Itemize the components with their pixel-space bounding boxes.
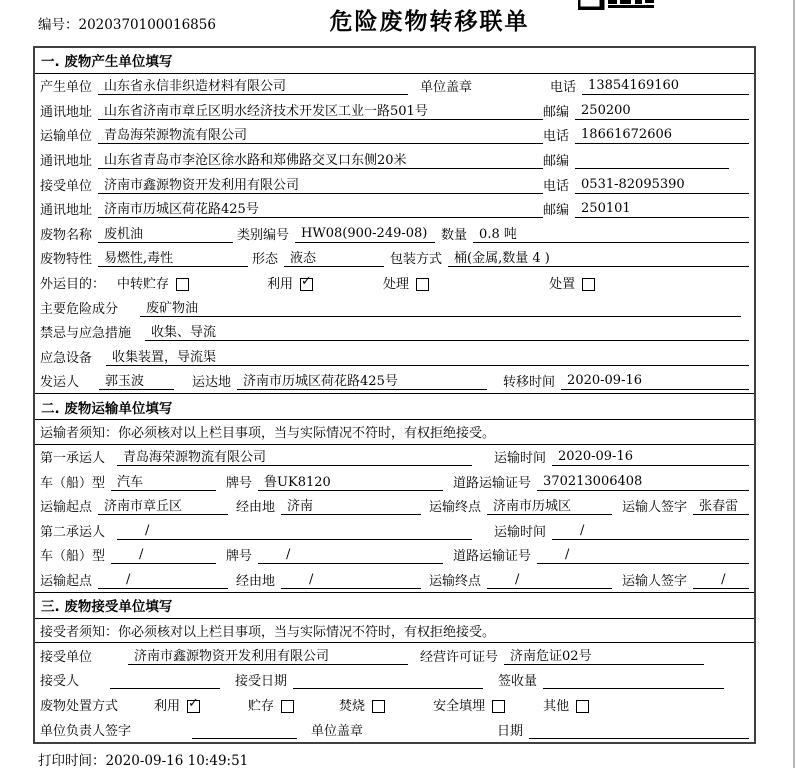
field-underline-blank (192, 722, 297, 739)
form-row (35, 469, 754, 494)
field-label: 经营许可证号 (420, 649, 499, 665)
field-label: 车（船）型 (40, 475, 106, 491)
checkbox-unchecked (176, 278, 189, 291)
field-label: 单位盖章 (420, 80, 473, 96)
form-row (35, 320, 754, 345)
field-label: 发运人 (40, 375, 80, 391)
checkbox-label: 其他 (543, 699, 570, 715)
field-value: 易燃性,毒性 (98, 247, 248, 267)
field-value: 2020-09-16 (561, 373, 749, 390)
field-label: 接受单位 (40, 649, 93, 665)
checkbox-unchecked (492, 700, 505, 713)
form-row (35, 295, 754, 320)
section-header: 二. 废物运输单位填写 (35, 394, 754, 420)
field-label: 运输终点 (429, 574, 482, 590)
field-value: / (98, 572, 228, 589)
print-time-value: 2020-09-16 10:49:51 (105, 753, 249, 769)
field-label: 道路运输证号 (453, 549, 532, 565)
checkbox-field (117, 273, 189, 292)
field-label: 电话 (550, 80, 577, 96)
field-value: 250200 (575, 103, 749, 120)
field-label: 外运目的： (40, 276, 106, 292)
section-waste-receiver (35, 592, 754, 742)
transfer-form-table (33, 46, 756, 744)
field-label: 牌号 (226, 475, 253, 491)
field-label: 电话 (543, 178, 570, 194)
field-value: 山东省济南市章丘区明水经济技术开发区工业一路501号 (98, 100, 543, 120)
checkbox-label: 中转贮存 (117, 276, 170, 292)
notice-text: 运输者须知：你必须核对以上栏目事项，当与实际情况不符时，有权拒绝接受。 (40, 426, 496, 442)
checkbox-field (433, 695, 505, 714)
form-row (35, 567, 754, 592)
form-row (35, 668, 754, 693)
checkbox-label: 贮存 (248, 699, 275, 715)
form-row (35, 494, 754, 519)
field-value: 济南 (281, 495, 421, 515)
field-label: 运输终点 (429, 500, 482, 516)
field-label: 运达地 (192, 375, 232, 391)
checkbox-label: 处理 (383, 276, 410, 292)
field-label: 应急设备 (40, 350, 93, 366)
page-title: 危险废物转移联单 (329, 9, 530, 35)
section-waste-transporter (35, 393, 754, 592)
field-value: 济南市历城区 (487, 495, 612, 515)
checkbox-unchecked (582, 278, 595, 291)
form-row (35, 619, 754, 644)
page-edge-line (793, 0, 795, 768)
field-value: 青岛海荣源物流有限公司 (98, 124, 543, 144)
checkbox-label: 安全填埋 (433, 699, 486, 715)
field-value: 废机油 (98, 223, 233, 243)
field-label: 电话 (543, 129, 570, 145)
field-label: 经由地 (236, 500, 276, 516)
field-label: 接受人 (40, 674, 80, 690)
field-value: 2020-09-16 (552, 449, 749, 466)
print-time (38, 749, 248, 769)
field-underline-blank (575, 152, 729, 169)
field-label: 类别编号 (237, 227, 290, 243)
field-value: / (258, 547, 443, 564)
checkbox-field (543, 695, 589, 714)
field-value: 13854169160 (582, 78, 749, 95)
field-label: 产生单位 (40, 80, 93, 96)
field-label: 主要危险成分 (40, 301, 119, 317)
field-value: / (487, 572, 612, 589)
checkbox-field (549, 273, 595, 292)
checkbox-unchecked (576, 700, 589, 713)
field-value: 济南市鑫源物资开发利用有限公司 (98, 174, 543, 194)
field-label: 通讯地址 (40, 153, 93, 169)
field-value: 郭玉波 (99, 370, 174, 390)
field-value: 收集装置，导流渠 (106, 346, 749, 366)
field-label: 运输单位 (40, 129, 93, 145)
field-underline-blank (543, 672, 724, 689)
field-label: 运输人签字 (622, 574, 688, 590)
field-label: 废物特性 (40, 252, 93, 268)
form-row (35, 643, 754, 668)
field-label: 第二承运人 (40, 524, 106, 540)
field-label: 邮编 (543, 153, 570, 169)
check-icon: ✓ (188, 696, 199, 712)
checkbox-label: 处置 (549, 276, 576, 292)
field-value: 山东省永信非织造材料有限公司 (98, 75, 408, 95)
form-row (35, 197, 754, 222)
field-value: / (537, 547, 749, 564)
form-row (35, 123, 754, 148)
form-row (35, 420, 754, 445)
field-value: / (281, 572, 421, 589)
field-value: / (117, 523, 472, 540)
field-value: 青岛海荣源物流有限公司 (117, 446, 472, 466)
field-value: 桶(金属,数量 4 ) (448, 247, 749, 267)
checkbox-unchecked (416, 278, 429, 291)
field-label: 运输起点 (40, 500, 93, 516)
field-underline-blank (529, 722, 749, 739)
field-value: 济南危证02号 (504, 645, 704, 665)
field-label: 第一承运人 (40, 451, 106, 467)
field-value: 山东省青岛市李沧区徐水路和郑佛路交叉口东侧20米 (98, 149, 543, 169)
field-value: / (111, 547, 216, 564)
form-row (35, 246, 754, 271)
field-label: 单位盖章 (311, 723, 364, 739)
section-header: 三. 废物接受单位填写 (35, 593, 754, 619)
form-row (35, 369, 754, 394)
serial-value: 2020370100016856 (78, 17, 216, 33)
checkbox-field (248, 695, 294, 714)
field-label: 通讯地址 (40, 203, 93, 219)
section-header: 一. 废物产生单位填写 (35, 48, 754, 74)
check-icon: ✓ (301, 273, 312, 289)
section-waste-generator (35, 48, 754, 393)
field-label: 形态 (252, 252, 279, 268)
checkbox-checked (187, 696, 200, 713)
form-row (35, 344, 754, 369)
field-label: 运输时间 (494, 451, 547, 467)
checkbox-label: 焚烧 (339, 699, 366, 715)
field-value: 济南市章丘区 (98, 495, 228, 515)
checkbox-field (267, 273, 313, 292)
form-row (35, 717, 754, 742)
form-row (35, 221, 754, 246)
checkbox-label: 利用 (154, 699, 181, 715)
serial-label: 编号： (38, 17, 79, 33)
field-label: 签收量 (498, 674, 538, 690)
form-row (35, 692, 754, 717)
field-label: 数量 (441, 227, 468, 243)
field-value: 收集、导流 (145, 321, 749, 341)
print-time-label: 打印时间： (38, 753, 106, 769)
field-value: 0531-82095390 (575, 177, 749, 194)
field-underline-blank (293, 672, 483, 689)
form-row (35, 98, 754, 123)
field-value: 济南市历城区荷花路425号 (237, 370, 487, 390)
field-value: 液态 (284, 247, 384, 267)
checkbox-field (339, 695, 385, 714)
checkbox-checked (300, 273, 313, 291)
field-label: 经由地 (236, 574, 276, 590)
field-value: / (552, 523, 749, 540)
field-value: 18661672606 (575, 127, 749, 144)
field-label: 转移时间 (503, 375, 556, 391)
field-label: 接受日期 (235, 674, 288, 690)
field-value: 0.8 吨 (473, 223, 749, 243)
checkbox-field (154, 695, 200, 714)
field-label: 日期 (497, 723, 524, 739)
field-label: 接受单位 (40, 178, 93, 194)
field-label: 运输时间 (494, 524, 547, 540)
field-value: HW08(900-249-08) (295, 226, 435, 243)
field-value: 汽车 (111, 471, 216, 491)
form-row (35, 543, 754, 568)
field-underline-blank (110, 672, 220, 689)
checkbox-label: 利用 (267, 276, 294, 292)
field-value: 370213006408 (537, 474, 749, 491)
checkbox-field (383, 273, 429, 292)
field-value: 废矿物油 (140, 297, 741, 317)
field-value: / (693, 572, 749, 589)
field-label: 通讯地址 (40, 104, 93, 120)
field-label: 道路运输证号 (453, 475, 532, 491)
field-value: 济南市历城区荷花路425号 (98, 198, 543, 218)
field-value: 鲁UK8120 (258, 471, 443, 491)
field-label: 包装方式 (390, 252, 443, 268)
field-label: 车（船）型 (40, 549, 106, 565)
notice-text: 接受者须知：你必须核对以上栏目事项，当与实际情况不符时，有权拒绝接受。 (40, 624, 496, 640)
field-label: 单位负责人签字 (40, 723, 132, 739)
field-label: 废物名称 (40, 227, 93, 243)
field-label: 运输人签字 (622, 500, 688, 516)
form-row (35, 172, 754, 197)
checkbox-unchecked (281, 700, 294, 713)
form-row (35, 74, 754, 99)
field-value: 250101 (575, 201, 749, 218)
field-value: 张春雷 (693, 495, 749, 515)
field-label: 运输起点 (40, 574, 93, 590)
field-label: 禁忌与应急措施 (40, 326, 132, 342)
checkbox-unchecked (372, 700, 385, 713)
field-value: 济南市鑫源物资开发利用有限公司 (128, 645, 408, 665)
form-row (35, 445, 754, 470)
field-label: 废物处置方式 (40, 699, 119, 715)
field-label: 邮编 (543, 203, 570, 219)
field-label: 牌号 (226, 549, 253, 565)
form-row (35, 147, 754, 172)
field-label: 邮编 (543, 104, 570, 120)
form-row (35, 518, 754, 543)
form-row (35, 270, 754, 295)
